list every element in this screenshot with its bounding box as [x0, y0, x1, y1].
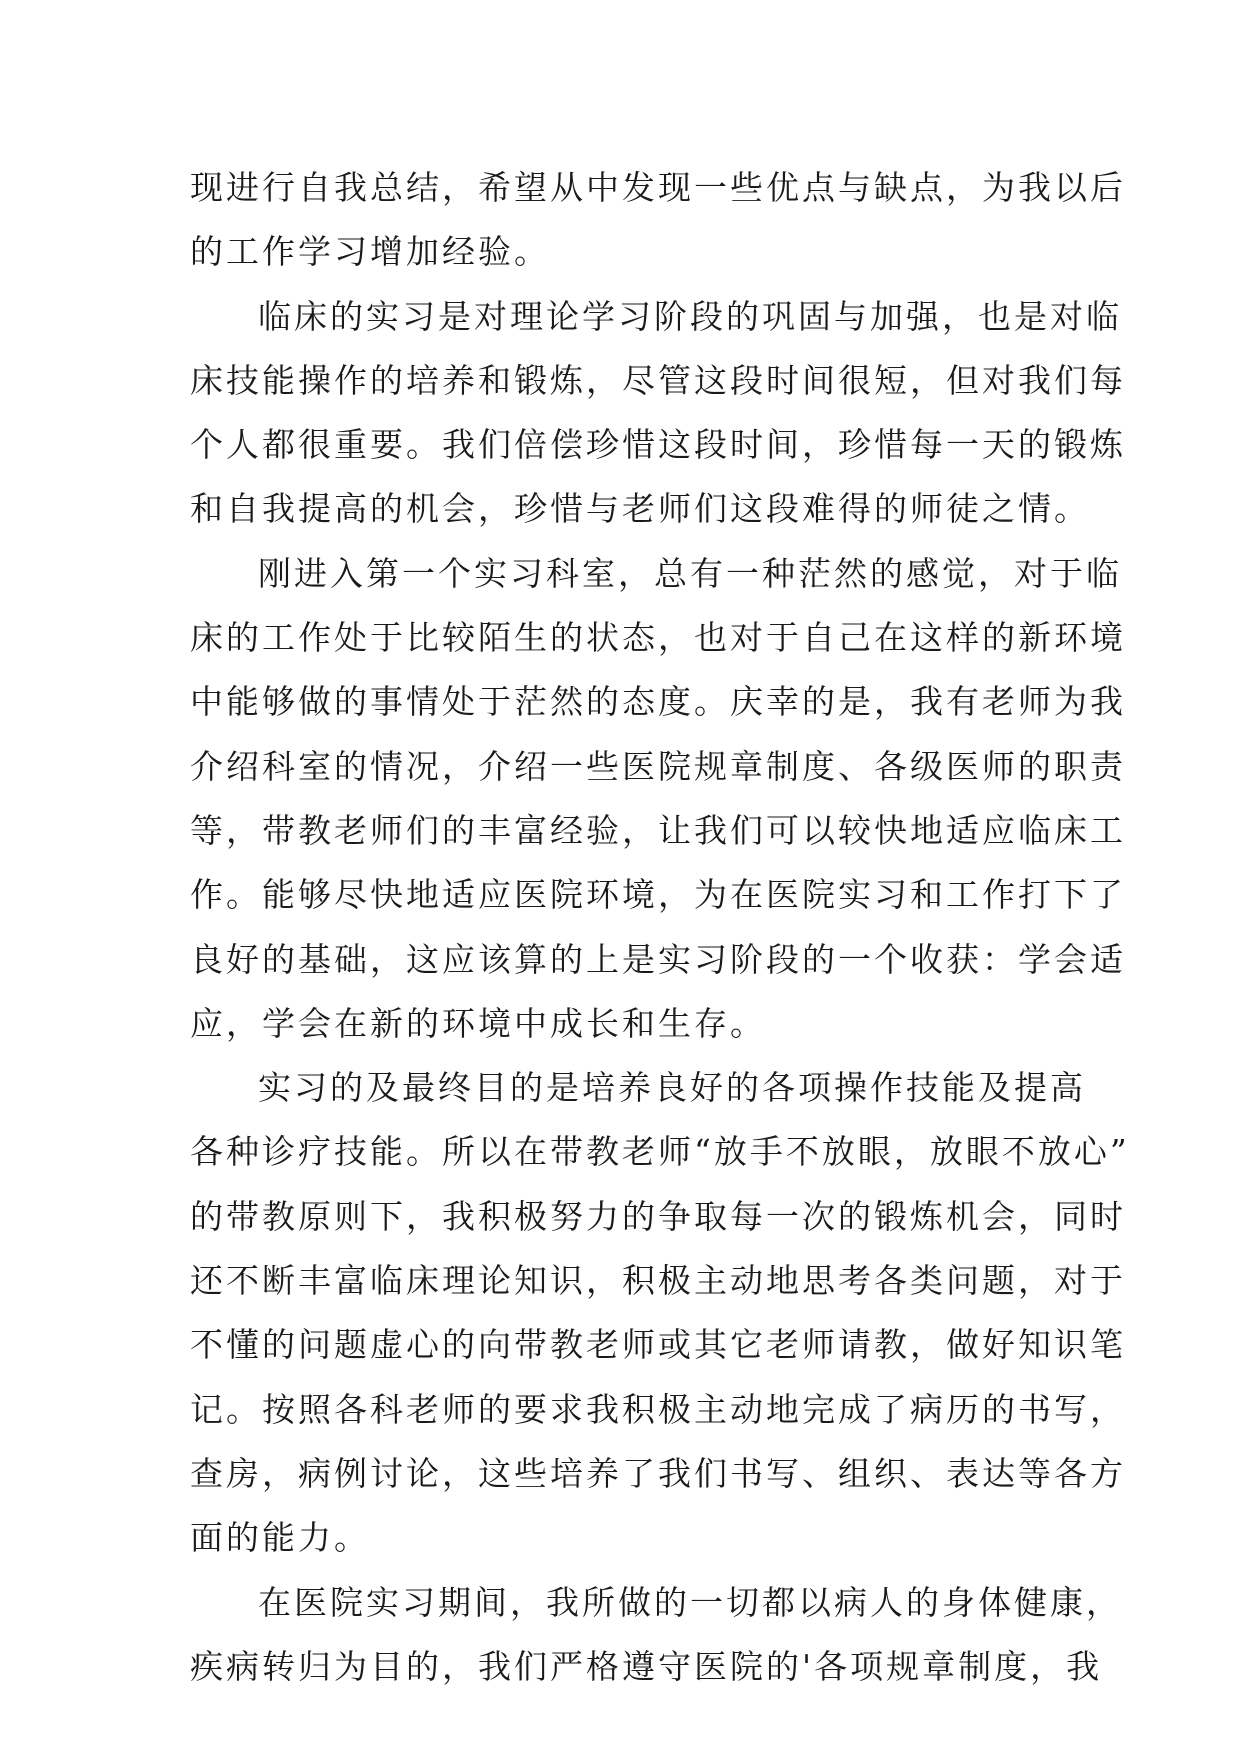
text-line: 刚进入第一个实习科室，总有一种茫然的感觉，对于临 [258, 553, 1122, 593]
text-line: 应，学会在新的环境中成长和生存。 [190, 1003, 766, 1043]
text-line: 床的工作处于比较陌生的状态，也对于自己在这样的新环境 [190, 618, 1126, 658]
document-body [190, 156, 1130, 1699]
text-line: 和自我提高的机会，珍惜与老师们这段难得的师徒之情。 [190, 489, 1090, 529]
text-line: 的带教原则下，我积极努力的争取每一次的锻炼机会，同时 [190, 1196, 1126, 1236]
text-line: 的工作学习增加经验。 [190, 232, 550, 272]
text-line: 作。能够尽快地适应医院环境，为在医院实习和工作打下了 [190, 875, 1126, 915]
text-line: 不懂的问题虚心的向带教老师或其它老师请教，做好知识笔 [190, 1325, 1126, 1365]
text-line: 床技能操作的培养和锻炼，尽管这段时间很短，但对我们每 [190, 360, 1126, 400]
text-line: 还不断丰富临床理论知识，积极主动地思考各类问题，对于 [190, 1261, 1126, 1301]
text-line: 在医院实习期间，我所做的一切都以病人的身体健康， [258, 1582, 1122, 1622]
text-line: 实习的及最终目的是培养良好的各项操作技能及提高 [258, 1068, 1086, 1108]
text-line: 记。按照各科老师的要求我积极主动地完成了病历的书写， [190, 1389, 1126, 1429]
text-line: 中能够做的事情处于茫然的态度。庆幸的是，我有老师为我 [190, 682, 1126, 722]
text-line: 等，带教老师们的丰富经验，让我们可以较快地适应临床工 [190, 810, 1126, 850]
text-line: 疾病转归为目的，我们严格遵守医院的'各项规章制度，我 [190, 1646, 1103, 1686]
text-line: 面的能力。 [190, 1518, 370, 1558]
text-line: 良好的基础，这应该算的上是实习阶段的一个收获：学会适 [190, 939, 1126, 979]
text-line: 临床的实习是对理论学习阶段的巩固与加强，也是对临 [258, 296, 1122, 336]
text-line: 各种诊疗技能。所以在带教老师“放手不放眼，放眼不放心” [190, 1132, 1130, 1172]
text-line: 查房，病例讨论，这些培养了我们书写、组织、表达等各方 [190, 1453, 1126, 1493]
text-line: 个人都很重要。我们倍偿珍惜这段时间，珍惜每一天的锻炼 [190, 425, 1126, 465]
text-line: 现进行自我总结，希望从中发现一些优点与缺点，为我以后 [190, 168, 1126, 207]
text-line: 介绍科室的情况，介绍一些医院规章制度、各级医师的职责 [190, 746, 1126, 786]
